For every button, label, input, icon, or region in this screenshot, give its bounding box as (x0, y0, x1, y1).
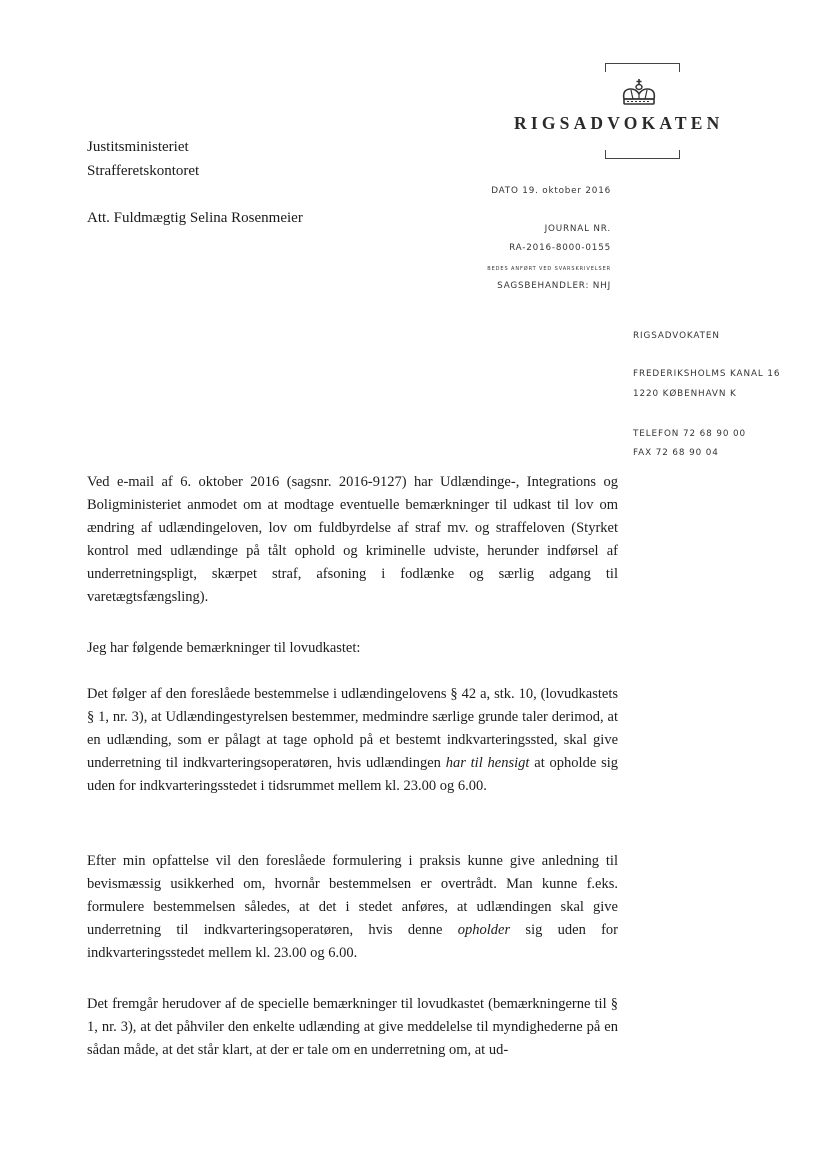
paragraph-4-text-a: Efter min opfattelse vil den foreslåede formulering i praksis kunne give anledning til bevismæssig usikkerhed om, hvornår bestemmelsen er overtrådt. Man kunne f.eks. formulere bestemmelsen således, at det i stedet anføres, at udlændingen skal give underretning til indkvarteringsoperatøren, hvis denne (87, 853, 618, 938)
sender-name: RIGSADVOKATEN (633, 331, 720, 341)
body-paragraph-2: Jeg har følgende bemærkninger til lovudkastet: (87, 640, 361, 656)
paragraph-3-emphasis: har til hensigt (445, 755, 530, 771)
letterhead-rule-bottom (605, 150, 680, 159)
recipient-attention: Att. Fuldmægtig Selina Rosenmeier (87, 210, 303, 226)
paragraph-4-emphasis: opholder (457, 922, 511, 938)
case-handler: SAGSBEHANDLER: NHJ (497, 281, 611, 291)
body-paragraph-1: Ved e-mail af 6. oktober 2016 (sagsnr. 2016-9127) har Udlændinge-, Integrations og Boligministeriet anmodet om at modtage eventuelle bemærkninger til udkast til lov om ændring af udlændingeloven, lov om fuldbyrdelse af straf mv. og straffeloven (Styrket kontrol med udlændinge på tålt ophold og kriminelle udviste, herunder indførsel af underretningspligt, skærpet straf, afsoning i fodlænke og særlig adgang til varetægtsfængsling). (87, 474, 618, 605)
crown-icon (619, 78, 659, 106)
sender-street: FREDERIKSHOLMS KANAL 16 (633, 369, 781, 379)
letterhead-rule-top (605, 63, 680, 72)
letter-date: DATO 19. oktober 2016 (491, 186, 611, 196)
body-paragraph-3 (87, 683, 618, 798)
paragraph-3-text-b: at opholde sig uden for indkvarteringsstedet i tidsrummet mellem kl. 23.00 og 6.00. (87, 755, 618, 794)
sender-city: 1220 KØBENHAVN K (633, 389, 737, 399)
journal-label: JOURNAL NR. (544, 224, 611, 234)
body-paragraph-5: Det fremgår herudover af de specielle bemærkninger til lovudkastet (bemærkningerne til § 1, nr. 3), at det påhviler den enkelte udlænding at give meddelelse til myndighederne på en sådan måde, at det står klart, at der er tale om en underretning om, at ud- (87, 996, 618, 1058)
sender-phone: TELEFON 72 68 90 00 (633, 429, 747, 439)
sender-fax: FAX 72 68 90 04 (633, 448, 719, 458)
recipient-line-2: Strafferetskontoret (87, 163, 200, 179)
letterhead-brand: RIGSADVOKATEN (514, 113, 724, 133)
paragraph-4-text-b: sig uden for indkvarteringsstedet mellem kl. 23.00 og 6.00. (87, 922, 619, 961)
paragraph-3-text-a: Det følger af den foreslåede bestemmelse i udlændingelovens § 42 a, stk. 10, (lovudkastets § 1, nr. 3), at Udlændingestyrelsen bestemmer, medmindre særlige grunde taler derimod, at en udlænding, som er pålagt at tage ophold på et bestemt indkvarteringssted, skal give underretning til indkvarteringsoperatøren, hvis udlændingen (87, 686, 618, 771)
body-paragraph-4 (87, 850, 618, 965)
journal-number: RA-2016-8000-0155 (509, 243, 611, 253)
reply-reference-note: BEDES ANFØRT VED SVARSKRIVELSER (487, 266, 611, 272)
recipient-line-1: Justitsministeriet (87, 139, 189, 155)
